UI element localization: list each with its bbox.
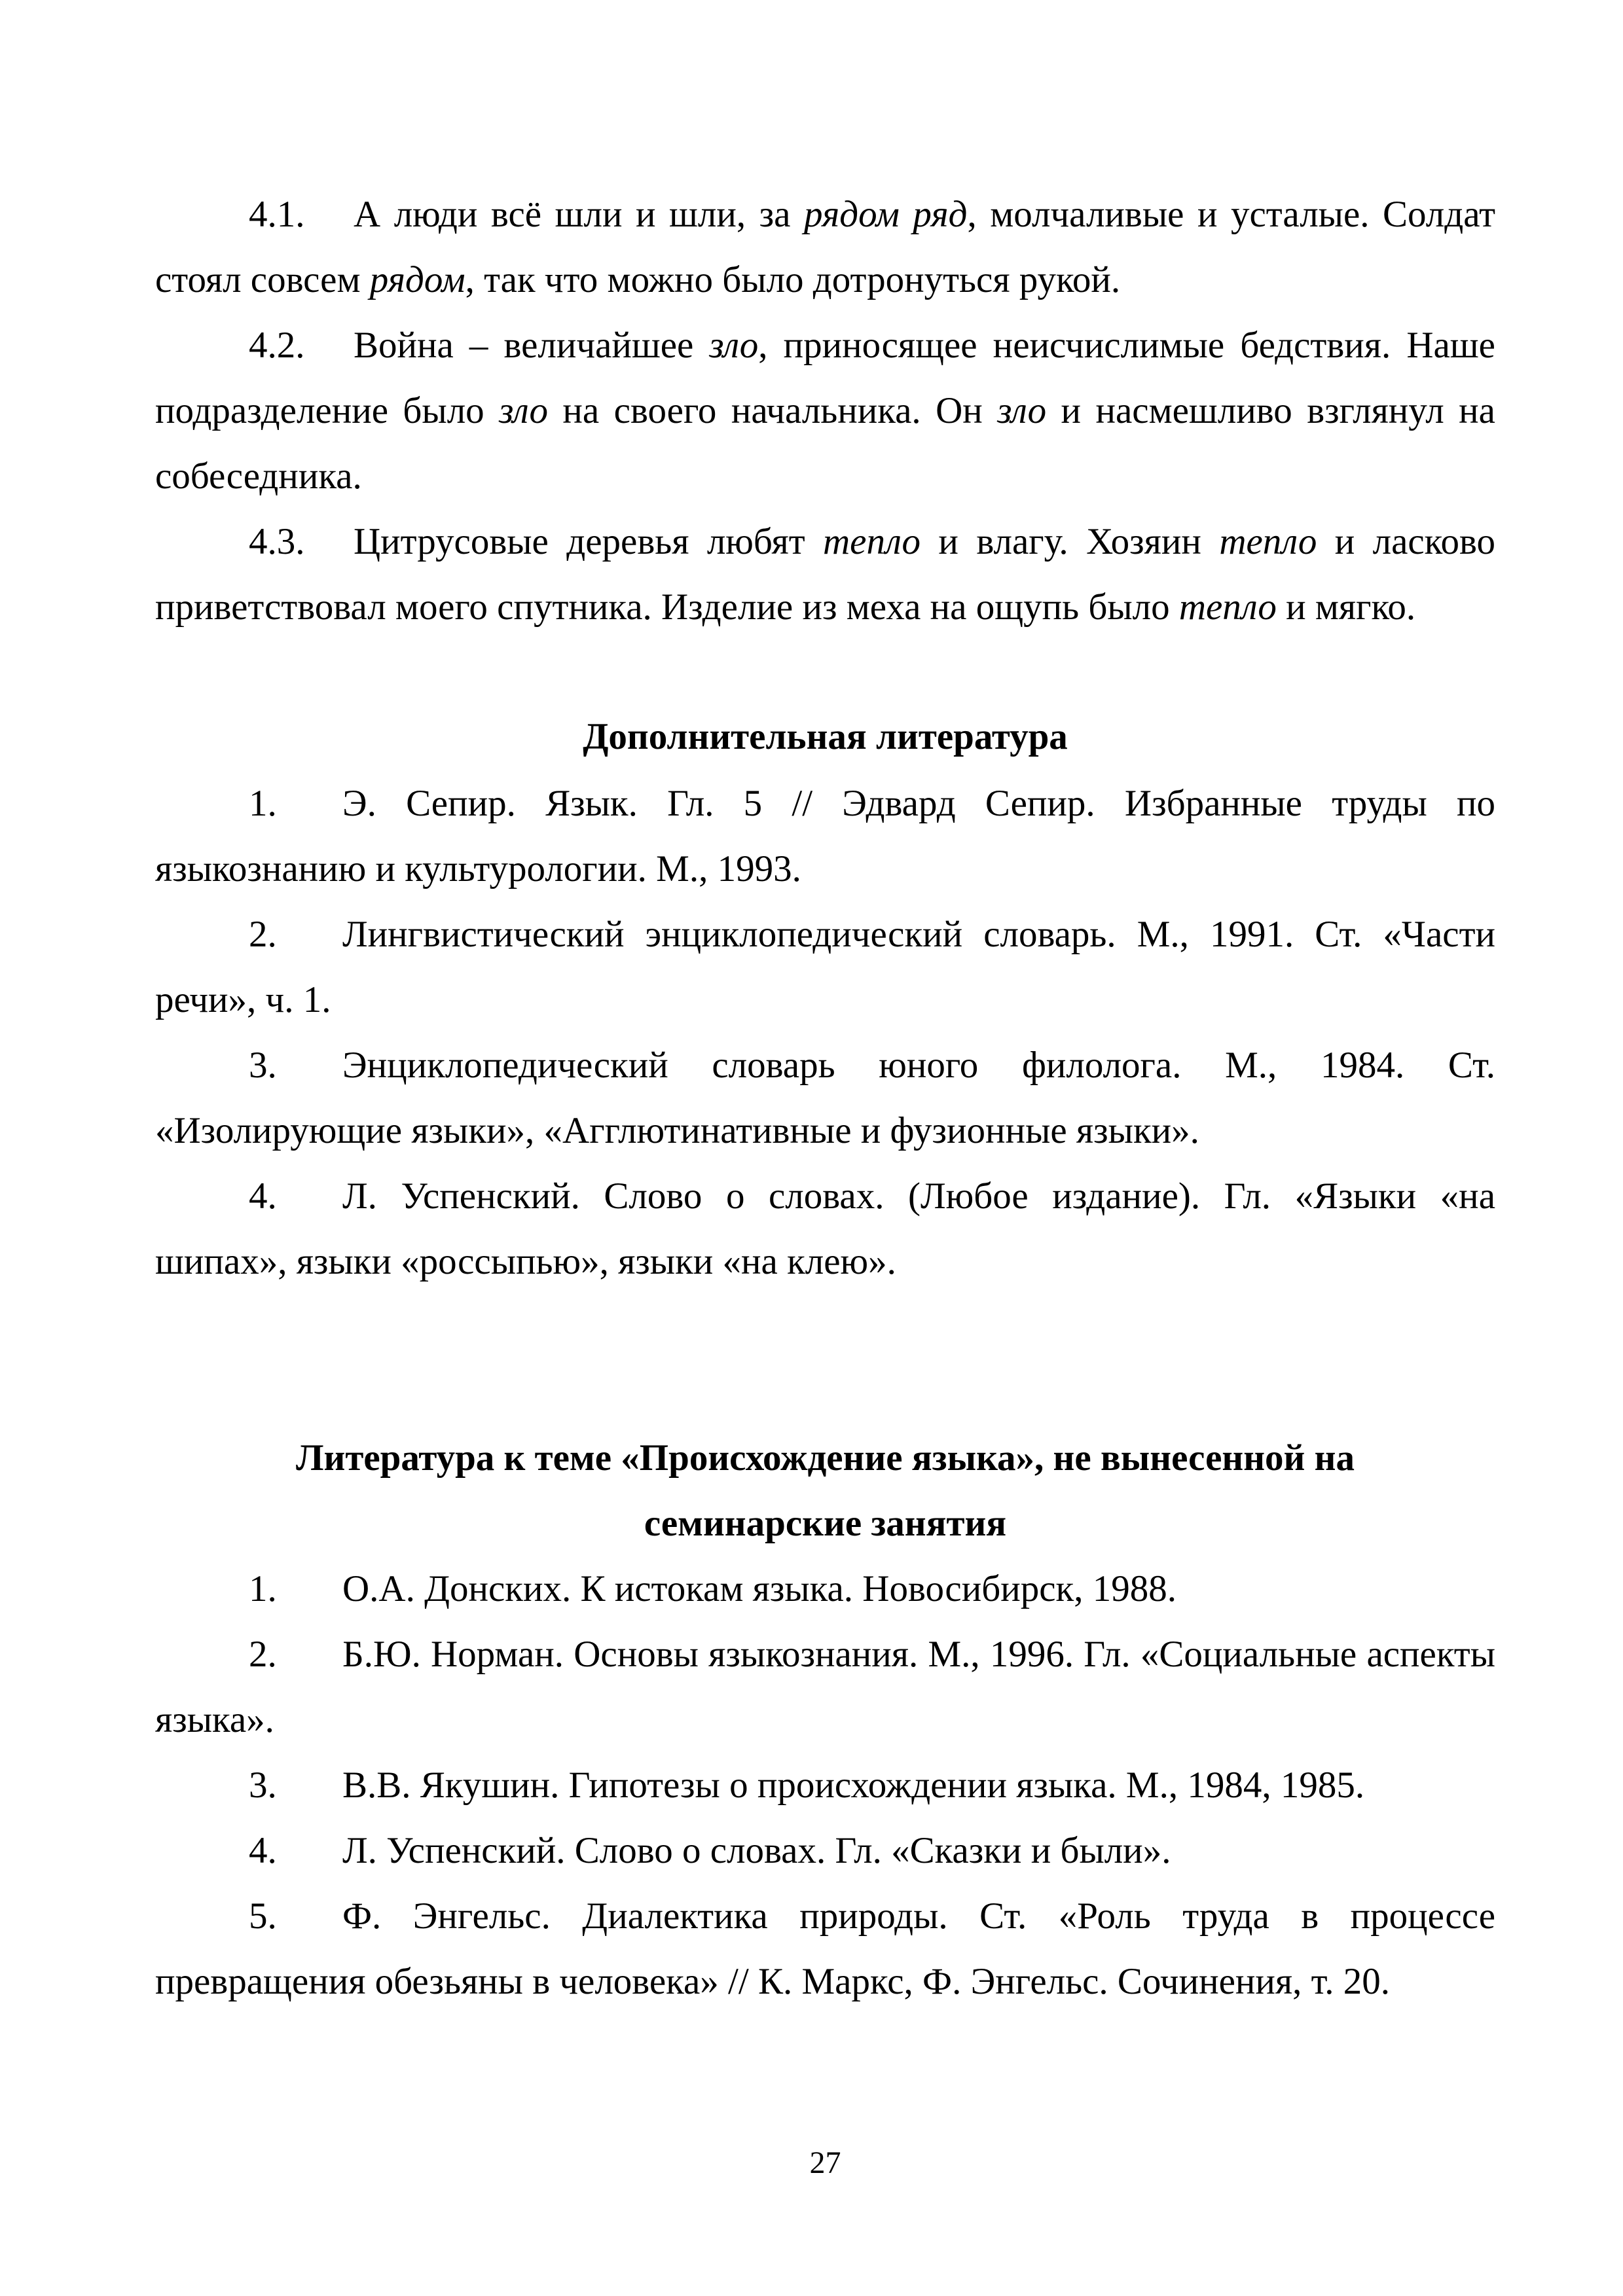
example-italic-word: зло <box>709 325 759 366</box>
example-italic-word: рядом ряд <box>804 194 968 235</box>
item-text: Л. Успенский. Слово о словах. (Любое издание). Гл. «Языки «на шипах», языки «россыпью», языки «на клею». <box>155 1175 1495 1282</box>
example-text: , молчаливые и усталые. Солдат стоял совсем <box>155 194 1495 300</box>
item-text: Ф. Энгельс. Диалектика природы. Ст. «Роль труда в процессе превращения обезьяны в человека» // К. Маркс, Ф. Энгельс. Сочинения, т. 20. <box>155 1895 1495 2002</box>
example-4-3 <box>155 509 1495 640</box>
item-text: О.А. Донских. К истокам языка. Новосибирск, 1988. <box>342 1568 1176 1609</box>
item-number: 2. <box>249 1634 277 1675</box>
item-text: Энциклопедический словарь юного филолога. М., 1984. Ст. «Изолирующие языки», «Агглютинативные и фузионные языки». <box>155 1045 1495 1151</box>
example-4-1 <box>155 182 1495 313</box>
item-text: В.В. Якушин. Гипотезы о происхождении языка. М., 1984, 1985. <box>342 1765 1365 1806</box>
example-italic-word: зло <box>997 390 1047 431</box>
item-number: 4. <box>249 1175 277 1217</box>
example-text: и мягко. <box>1276 586 1416 628</box>
example-text: , приносящее неисчислимые бедствия. Наше подразделение было <box>155 325 1495 431</box>
example-number: 4.3. <box>249 521 305 562</box>
example-number: 4.1. <box>249 194 305 235</box>
example-text: Цитрусовые деревья любят <box>354 521 824 562</box>
origin-literature-item <box>155 1818 1495 1884</box>
origin-literature-item <box>155 1884 1495 2015</box>
additional-literature-item <box>155 1164 1495 1295</box>
origin-literature-item <box>155 1556 1495 1622</box>
example-number: 4.2. <box>249 325 305 366</box>
origin-literature-item <box>155 1622 1495 1753</box>
origin-literature-item <box>155 1753 1495 1818</box>
additional-literature-item <box>155 1033 1495 1164</box>
item-text: Лингвистический энциклопедический словарь. М., 1991. Ст. «Части речи», ч. 1. <box>155 914 1495 1020</box>
page-number: 27 <box>809 2145 841 2180</box>
item-number: 1. <box>249 783 277 824</box>
example-text: А люди всё шли и шли, за <box>354 194 805 235</box>
item-number: 3. <box>249 1765 277 1806</box>
example-italic-word: тепло <box>823 521 921 562</box>
item-text: Л. Успенский. Слово о словах. Гл. «Сказки и были». <box>342 1830 1171 1871</box>
example-italic-word: рядом <box>369 259 465 300</box>
origin-literature-heading-line2: семинарские занятия <box>644 1503 1007 1544</box>
example-italic-word: зло <box>499 390 548 431</box>
item-number: 2. <box>249 914 277 955</box>
example-4-2 <box>155 313 1495 509</box>
origin-literature-heading-line1: Литература к теме «Происхождение языка», не вынесенной на <box>296 1437 1355 1479</box>
item-text: Б.Ю. Норман. Основы языкознания. М., 1996. Гл. «Социальные аспекты языка». <box>155 1634 1495 1740</box>
additional-literature-item <box>155 771 1495 902</box>
item-number: 5. <box>249 1895 277 1937</box>
item-number: 3. <box>249 1045 277 1086</box>
example-text: Война – величайшее <box>354 325 710 366</box>
item-number: 1. <box>249 1568 277 1609</box>
additional-literature-heading: Дополнительная литература <box>583 716 1068 757</box>
example-text: и насмешливо взглянул на собеседника. <box>155 390 1495 497</box>
example-italic-word: тепло <box>1178 586 1277 628</box>
document-page <box>155 0 1495 2296</box>
example-text: и ласково приветствовал моего спутника. Изделие из меха на ощупь было <box>155 521 1496 628</box>
item-number: 4. <box>249 1830 277 1871</box>
additional-literature-item <box>155 902 1495 1033</box>
example-text: и влагу. Хозяин <box>921 521 1220 562</box>
item-text: Э. Сепир. Язык. Гл. 5 // Эдвард Сепир. Избранные труды по языкознанию и культурологии. М., 1993. <box>155 783 1495 889</box>
example-italic-word: тепло <box>1219 521 1317 562</box>
example-text: , так что можно было дотронуться рукой. <box>465 259 1121 300</box>
example-text: на своего начальника. Он <box>547 390 998 431</box>
